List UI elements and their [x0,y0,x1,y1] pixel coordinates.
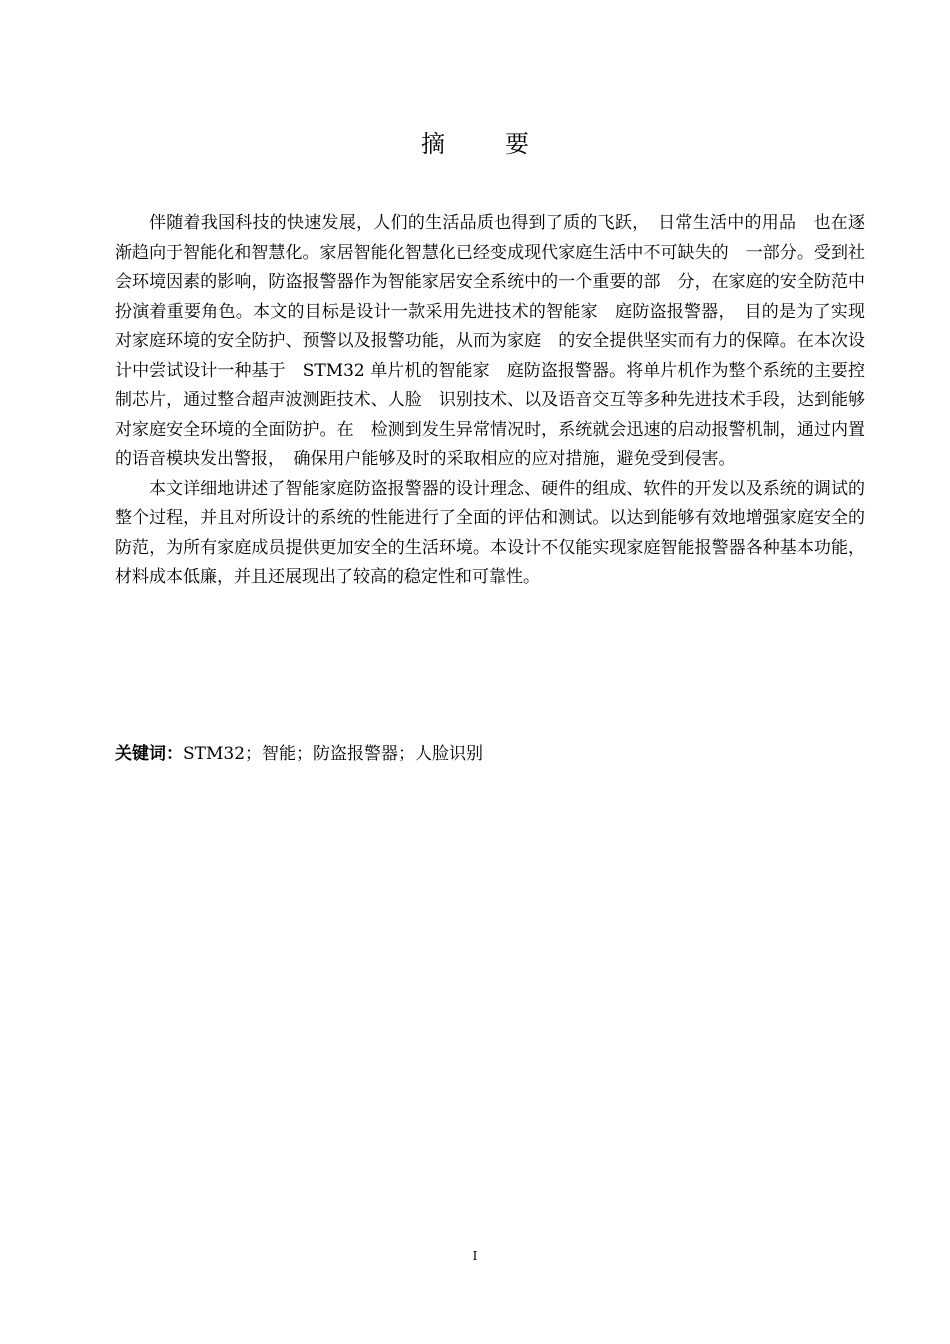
page-number: I [472,1249,478,1263]
keywords-label: 关键词： [115,744,183,764]
abstract-paragraph-1: 伴随着我国科技的快速发展，人们的生活品质也得到了质的飞跃， 日常生活中的用品 也在逐渐趋向于智能化和智慧化。家居智能化智慧化已经变成现代家庭生活中不可缺失的 一部分。受到社会环境因素的影响，防盗报警器作为智能家居安全系统中的一个重要的部 分，在家庭的安全防范中扮演着重要角色。本文的目标是设计一款采用先进技术的智能家 庭防盗报警器， 目的是为了实现对家庭环境的安全防护、预警以及报警功能，从而为家庭 的安全提供坚实而有力的保障。在本次设计中尝试设计一种基于 STM32 单片机的智能家 庭防盗报警器。将单片机作为整个系统的主要控制芯片，通过整合超声波测距技术、人脸 识别技术、以及语音交互等多种先进技术手段，达到能够对家庭安全环境的全面防护。在 检测到发生异常情况时，系统就会迅速的启动报警机制，通过内置的语音模块发出警报， 确保用户能够及时的采取相应的应对措施，避免受到侵害。 [115,213,865,469]
keywords-line [115,740,483,769]
abstract-body [115,209,865,593]
abstract-paragraph-2: 本文详细地讲述了智能家庭防盗报警器的设计理念、硬件的组成、软件的开发以及系统的调试的整个过程，并且对所设计的系统的性能进行了全面的评估和测试。以达到能够有效地增强家庭安全的防范，为所有家庭成员提供更加安全的生活环境。本设计不仅能实现家庭智能报警器各种基本功能，材料成本低廉，并且还展现出了较高的稳定性和可靠性。 [115,478,865,587]
abstract-title: 摘 要 [421,130,547,158]
keywords-value: STM32；智能；防盗报警器；人脸识别 [183,744,484,764]
